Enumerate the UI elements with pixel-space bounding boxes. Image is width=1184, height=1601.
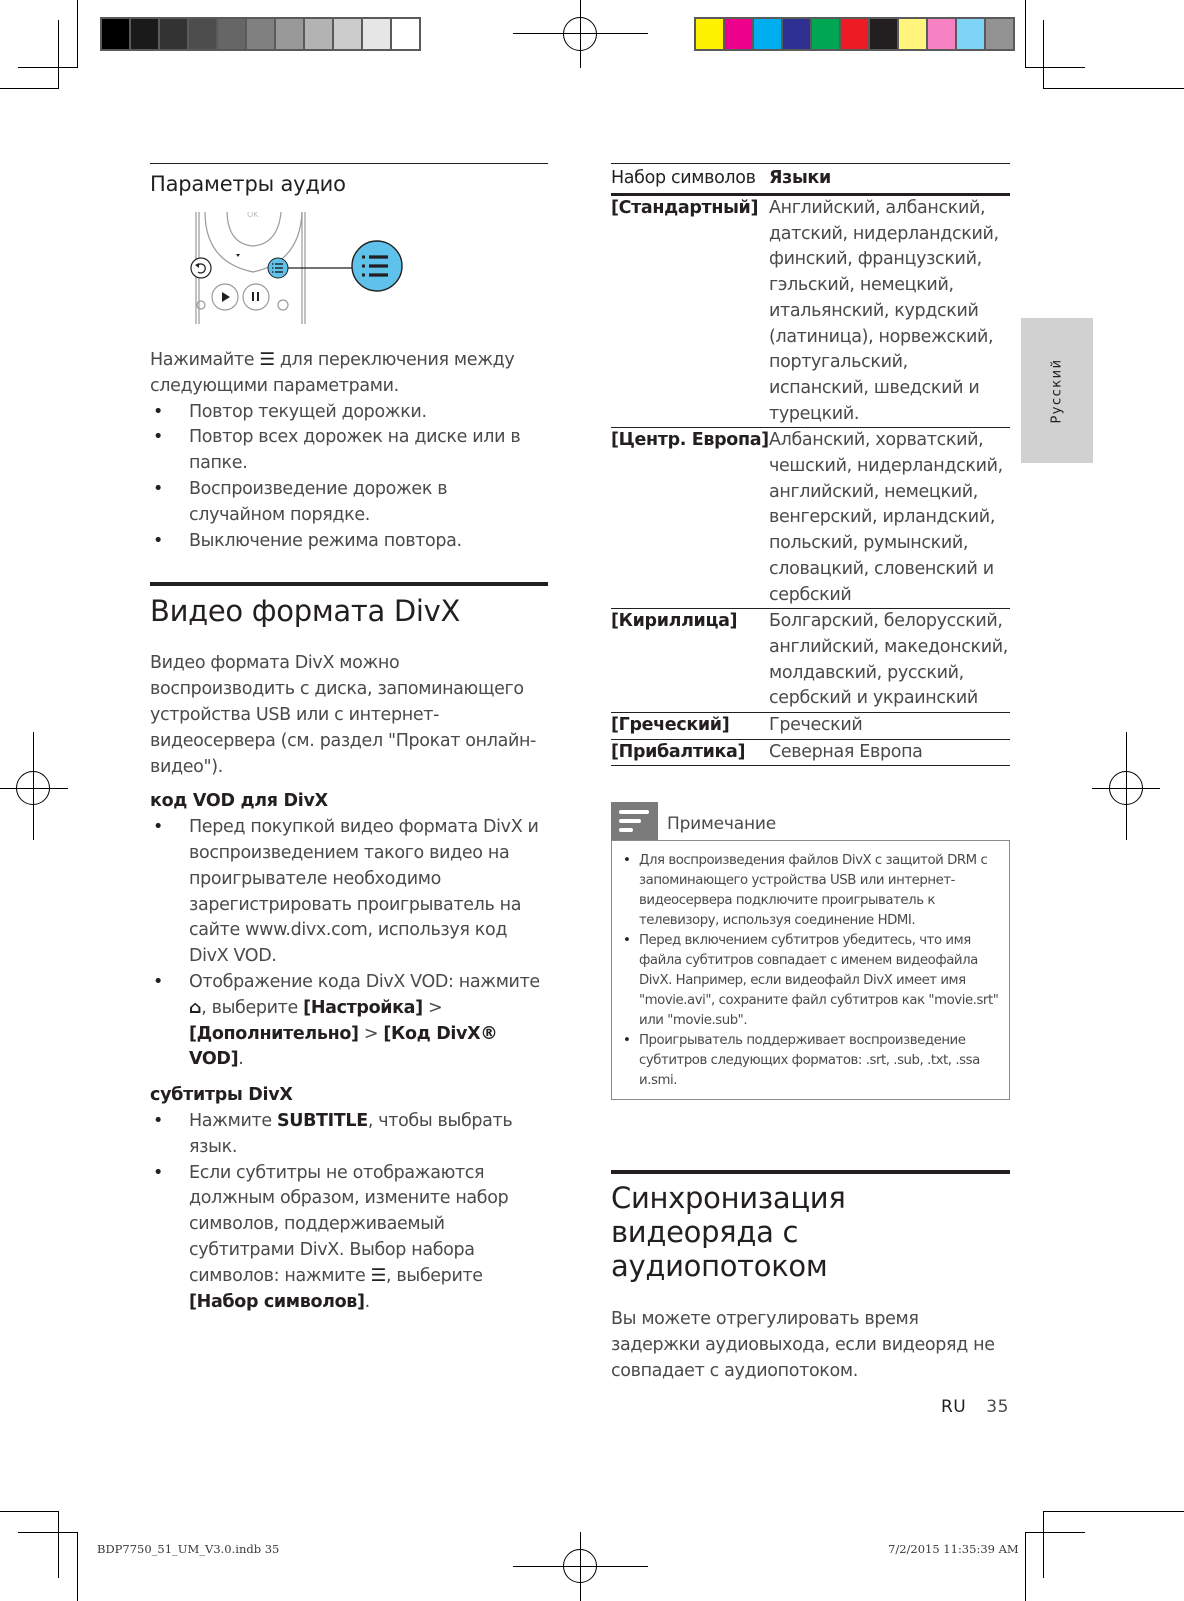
- print-slug-file: BDP7750_51_UM_V3.0.indb 35: [97, 1542, 280, 1556]
- color-swatch: [841, 19, 868, 49]
- list-item: • Если субтитры не отображаются должным образом, измените набор символов, поддерживаемый субтитрами DivX. Выбор набора символов: нажмите ☰, выберите [Набор символов].: [150, 1161, 548, 1316]
- remote-options-button-icon: [150, 212, 550, 324]
- menu-path-charset: [Набор символов]: [189, 1291, 365, 1312]
- gray-swatch: [218, 19, 245, 49]
- divx-subtitles-list: [150, 1109, 548, 1315]
- color-swatch: [899, 19, 926, 49]
- av-sync-body: Вы можете отрегулировать время задержки аудиовыхода, если видеоряд не совпадает с аудиопотоком.: [611, 1309, 995, 1382]
- color-swatch: [870, 19, 897, 49]
- page-number: 35: [986, 1397, 1009, 1417]
- color-swatch: [928, 19, 955, 49]
- remote-control-illustration: [150, 212, 550, 324]
- gray-swatch: [189, 19, 216, 49]
- list-item: • Повтор всех дорожек на диске или в папке.: [150, 425, 548, 477]
- note-content: [611, 840, 1010, 1100]
- gray-swatch: [102, 19, 129, 49]
- section-rule: [150, 163, 548, 164]
- divx-vod-list: [150, 815, 548, 1073]
- subtitle-key: SUBTITLE: [276, 1110, 368, 1131]
- note-box: [611, 802, 1010, 1100]
- color-swatch: [783, 19, 810, 49]
- divx-title: Видео формата DivX: [150, 594, 461, 629]
- list-item: • Отображение кода DivX VOD: нажмите ⌂, выберите [Настройка] > [Дополнительно] > [Код DivX® VOD].: [150, 970, 548, 1073]
- note-icon: [611, 802, 658, 840]
- left-column: [150, 163, 548, 1315]
- list-item: • Нажмите SUBTITLE, чтобы выбрать язык.: [150, 1109, 548, 1161]
- note-title: Примечание: [667, 814, 776, 835]
- note-item: • Проигрыватель поддерживает воспроизведение субтитров следующих форматов: .srt, .sub, .txt, .ssa и.smi.: [622, 1031, 1001, 1091]
- gray-swatch: [160, 19, 187, 49]
- header-languages: Языки: [769, 164, 1010, 195]
- language-side-tab: [1021, 318, 1093, 463]
- home-icon: ⌂: [189, 997, 202, 1018]
- list-item: • Повтор текущей дорожки.: [150, 400, 548, 426]
- table-row: [Центр. Европа] Албанский, хорватский, чешский, нидерландский, английский, немецкий, венгерский, ирландский, польский, румынский, словацкий, словенский и сербский: [611, 428, 1010, 609]
- audio-options-title: Параметры аудио: [150, 172, 346, 196]
- list-item: • Воспроизведение дорожек в случайном порядке.: [150, 477, 548, 529]
- divx-section: [150, 582, 548, 1315]
- av-sync-title: Синхронизация видеоряда с аудиопотоком: [611, 1181, 846, 1284]
- side-tab-label: Русский: [1049, 357, 1065, 424]
- section-rule: [611, 1170, 1010, 1174]
- right-column: [611, 163, 1010, 1385]
- table-header-row: [611, 164, 1010, 195]
- gray-swatch: [363, 19, 390, 49]
- note-header: [611, 802, 1010, 840]
- gray-swatch: [247, 19, 274, 49]
- divx-vod-heading: код VOD для DivX: [150, 791, 328, 812]
- gray-swatch: [392, 19, 419, 49]
- color-swatch: [986, 19, 1013, 49]
- gray-swatch: [305, 19, 332, 49]
- divx-subtitles-heading: субтитры DivX: [150, 1085, 293, 1106]
- color-swatch: [754, 19, 781, 49]
- audio-options-intro: Нажимайте ☰ для переключения между следующими параметрами.: [150, 350, 515, 396]
- menu-path-advanced: [Дополнительно]: [189, 1023, 359, 1044]
- audio-options-section: [150, 163, 548, 554]
- svg-text:OK: OK: [247, 212, 259, 219]
- av-sync-section: [611, 1170, 1010, 1384]
- divx-intro: Видео формата DivX можно воспроизводить с диска, запоминающего устройства USB или с интернет-видеосервера (см. раздел "Прокат онлайн-видео").: [150, 653, 537, 777]
- menu-path-divx-vod: [Код DivX® VOD]: [189, 1023, 498, 1070]
- table-row: [Греческий] Греческий: [611, 713, 1010, 740]
- options-icon: ☰: [259, 350, 275, 370]
- page-footer: [941, 1397, 1009, 1417]
- note-item: • Для воспроизведения файлов DivX с защитой DRM с запоминающего устройства USB или интернет-видеосервера подключите проигрыватель к телевизору, используя соединение HDMI.: [622, 851, 1001, 931]
- list-item: • Выключение режима повтора.: [150, 529, 548, 555]
- cmyk-color-bar: [694, 17, 1015, 51]
- language-code: RU: [941, 1397, 967, 1417]
- grayscale-color-bar: [100, 17, 421, 51]
- gray-swatch: [276, 19, 303, 49]
- color-swatch: [725, 19, 752, 49]
- gray-swatch: [131, 19, 158, 49]
- color-swatch: [957, 19, 984, 49]
- table-row: [Кириллица] Болгарский, белорусский, английский, македонский, молдавский, русский, сербский и украинский: [611, 609, 1010, 713]
- table-row: [Стандартный] Английский, албанский, датский, нидерландский, финский, французский, гэльский, немецкий, итальянский, курдский (латиница), норвежский, португальский, испанский, шведский и турецкий.: [611, 195, 1010, 428]
- table-row: [Прибалтика] Северная Европа: [611, 739, 1010, 766]
- print-slug-timestamp: 7/2/2015 11:35:39 AM: [888, 1542, 1019, 1556]
- list-item: • Перед покупкой видео формата DivX и воспроизведением такого видео на проигрывателе необходимо зарегистрировать проигрыватель на сайте www.divx.com, используя код DivX VOD.: [150, 815, 548, 970]
- color-swatch: [696, 19, 723, 49]
- options-icon: ☰: [370, 1265, 386, 1286]
- gray-swatch: [334, 19, 361, 49]
- menu-path-setup: [Настройка]: [303, 997, 423, 1018]
- charset-table: [611, 163, 1010, 766]
- audio-options-list: [150, 400, 548, 555]
- color-swatch: [812, 19, 839, 49]
- header-charset: Набор символов: [611, 164, 769, 195]
- note-item: • Перед включением субтитров убедитесь, что имя файла субтитров совпадает с именем видеофайла DivX. Например, если видеофайл DivX имеет имя "movie.avi", сохраните файл субтитров как "movie.srt" или "movie.sub".: [622, 931, 1001, 1031]
- section-rule: [150, 582, 548, 586]
